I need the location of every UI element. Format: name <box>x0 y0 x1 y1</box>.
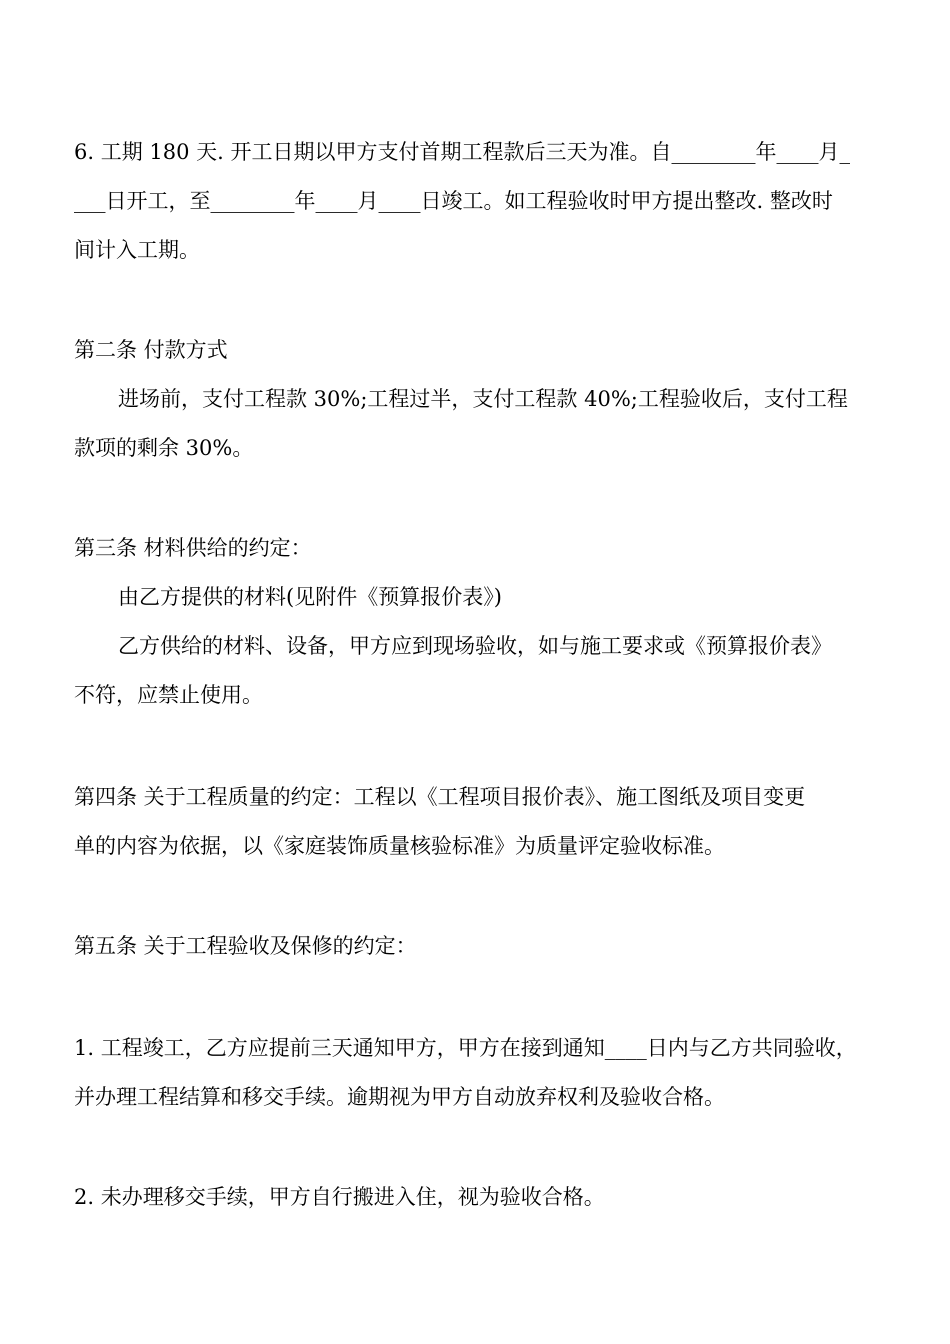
article-3-line-2: 乙方供给的材料、设备，甲方应到现场验收，如与施工要求或《预算报价表》 <box>118 634 832 658</box>
article-4-line-2: 单的内容为依据，以《家庭装饰质量核验标准》为质量评定验收标准。 <box>74 834 725 858</box>
article-5-item-2: 2. 未办理移交手续，甲方自行搬进入住，视为验收合格。 <box>74 1185 605 1209</box>
article-3-line-1: 由乙方提供的材料(见附件《预算报价表》) <box>118 585 502 609</box>
article-5-item-1-line-1: 1. 工程竣工，乙方应提前三天通知甲方，甲方在接到通知____日内与乙方共同验收， <box>74 1036 857 1060</box>
clause-6-line-3: 间计入工期。 <box>74 238 200 262</box>
article-4-line-1: 第四条 关于工程质量的约定：工程以《工程项目报价表》、施工图纸及项目变更 <box>74 785 806 809</box>
article-3-line-3: 不符，应禁止使用。 <box>74 683 263 707</box>
article-3-heading: 第三条 材料供给的约定： <box>74 536 312 560</box>
article-2-line-2: 款项的剩余 30%。 <box>74 436 254 460</box>
clause-6-line-1: 6. 工期 180 天. 开工日期以甲方支付首期工程款后三天为准。自________年____月_ <box>74 140 850 164</box>
clause-6-line-2: ___日开工，至________年____月____日竣工。如工程验收时甲方提出整改. 整改时 <box>74 189 833 213</box>
article-2-line-1: 进场前，支付工程款 30%;工程过半，支付工程款 40%;工程验收后，支付工程 <box>118 387 848 411</box>
article-2-heading: 第二条 付款方式 <box>74 338 228 362</box>
article-5-heading: 第五条 关于工程验收及保修的约定： <box>74 934 417 958</box>
article-5-item-1-line-2: 并办理工程结算和移交手续。逾期视为甲方自动放弃权利及验收合格。 <box>74 1085 725 1109</box>
